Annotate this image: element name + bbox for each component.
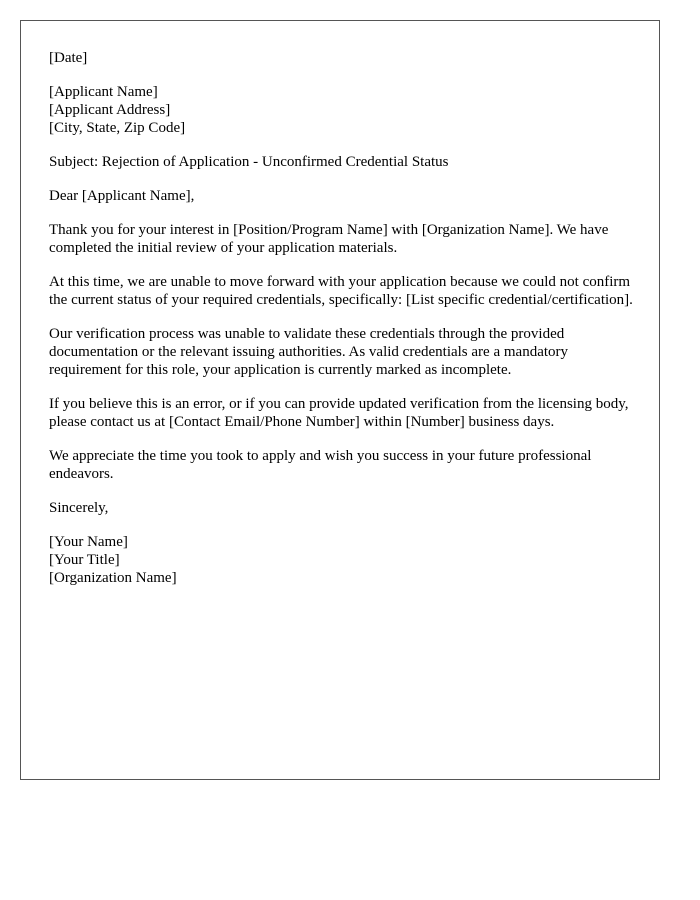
body-paragraph-2: At this time, we are unable to move forward with your application because we could not confirm the current status of your required credentials, specifically: [List specific credential/certification].: [49, 274, 633, 308]
letter-content: [49, 49, 634, 603]
letter-salutation: Dear [Applicant Name],: [49, 188, 195, 204]
letter-closing: Sincerely,: [49, 500, 109, 516]
body-paragraph-3: Our verification process was unable to validate these credentials through the provided documentation or the relevant issuing authorities. As valid credentials are a mandatory requirement for this role, your application is currently marked as incomplete.: [49, 326, 569, 378]
body-paragraph-4: If you believe this is an error, or if you can provide updated verification from the licensing body, please contact us at [Contact Email/Phone Number] within [Number] business days.: [49, 396, 629, 430]
letter-page: [20, 20, 660, 780]
letter-subject: Subject: Rejection of Application - Unconfirmed Credential Status: [49, 154, 449, 170]
letter-date: [Date]: [49, 50, 88, 66]
body-paragraph-1: Thank you for your interest in [Position/Program Name] with [Organization Name]. We have completed the initial review of your application materials.: [49, 222, 609, 256]
recipient-city-state-zip: [City, State, Zip Code]: [49, 120, 186, 136]
body-paragraph-5: We appreciate the time you took to apply and wish you success in your future professional endeavors.: [49, 448, 592, 482]
recipient-address: [Applicant Address]: [49, 102, 171, 118]
recipient-name: [Applicant Name]: [49, 84, 158, 100]
recipient-block: [49, 83, 634, 137]
signature-organization: [Organization Name]: [49, 570, 177, 586]
signature-name: [Your Name]: [49, 534, 128, 550]
signature-block: [49, 533, 634, 587]
signature-title: [Your Title]: [49, 552, 120, 568]
